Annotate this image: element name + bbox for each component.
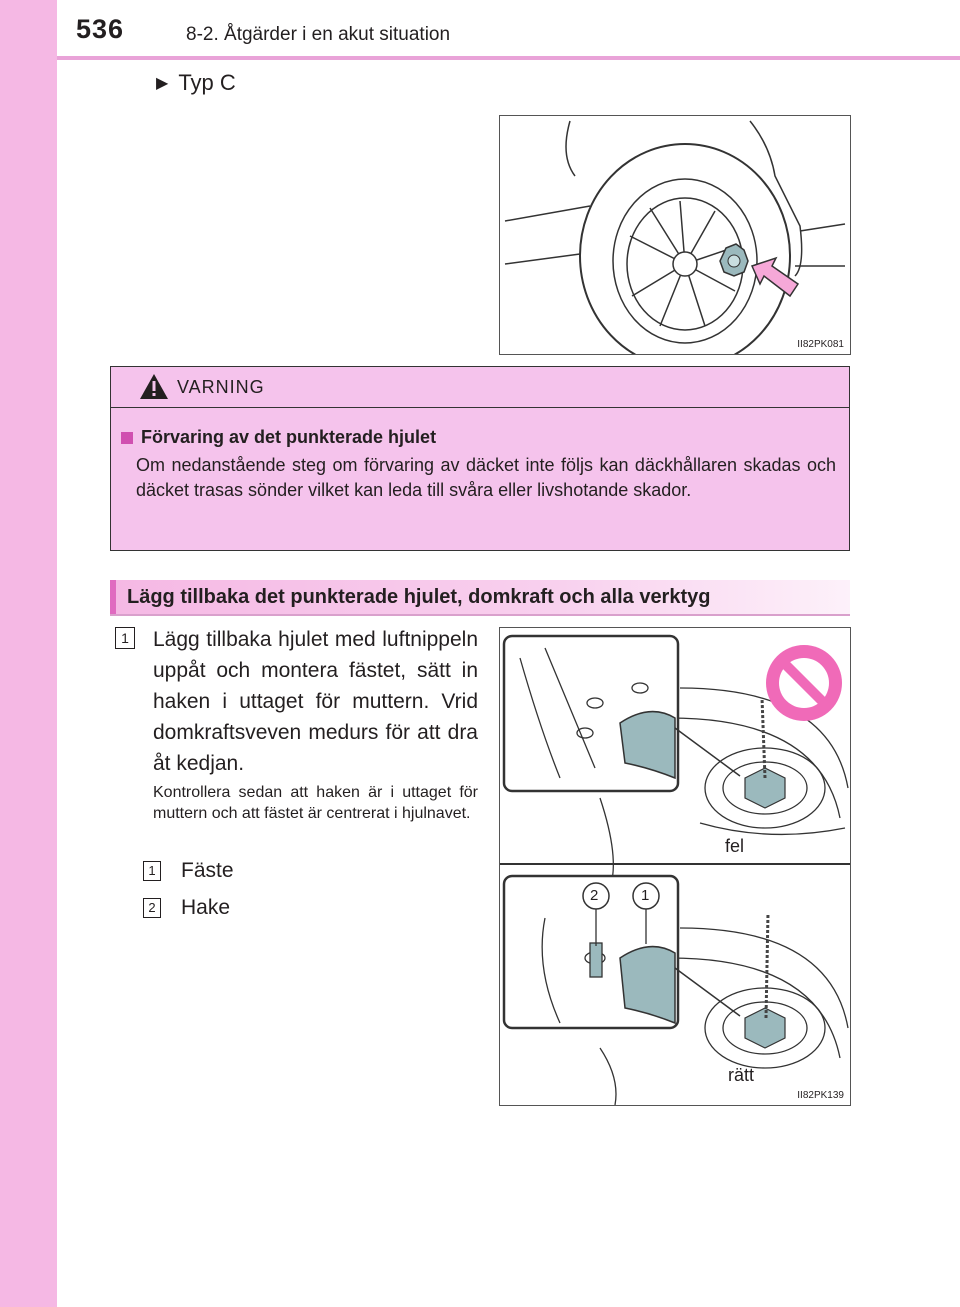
wheel-illustration bbox=[500, 116, 850, 354]
right-label: rätt bbox=[728, 1065, 755, 1085]
figure-code: II82PK081 bbox=[797, 339, 844, 350]
side-strip bbox=[0, 0, 57, 1307]
hook-illustration bbox=[500, 628, 850, 1105]
warning-box bbox=[110, 366, 850, 551]
square-bullet-icon bbox=[121, 432, 133, 444]
warning-title: VARNING bbox=[177, 377, 265, 397]
callout-1-label: 1 bbox=[641, 887, 650, 904]
wheel-lock-figure bbox=[499, 115, 851, 355]
section-path: 8-2. Åtgärder i en akut situation bbox=[186, 24, 451, 45]
legend-number: 1 bbox=[143, 861, 161, 881]
legend-label: Fäste bbox=[181, 859, 234, 882]
legend-item bbox=[143, 896, 230, 920]
warning-icon bbox=[139, 373, 169, 400]
header-rule bbox=[57, 56, 960, 60]
section-title: Lägg tillbaka det punkterade hjulet, domkraft och alla verktyg bbox=[127, 586, 711, 608]
step-number-badge: 1 bbox=[115, 627, 135, 649]
warning-body: Om nedanstående steg om förvaring av däcket inte följs kan däckhållaren skadas och däcket trasas sönder vilket kan leda till svåra eller livshotande skador. bbox=[136, 455, 836, 500]
step-text: Lägg tillbaka hjulet med luftnippeln uppåt och montera fästet, sätt in haken i uttaget för muttern. Vrid domkraftsveven medurs för att dra åt kedjan. bbox=[153, 628, 478, 775]
section-heading bbox=[110, 580, 850, 616]
lock-nut-icon bbox=[720, 244, 748, 276]
legend-label: Hake bbox=[181, 896, 231, 919]
legend-number: 2 bbox=[143, 898, 161, 918]
legend-item bbox=[143, 859, 234, 883]
callout-2-label: 2 bbox=[590, 887, 599, 904]
type-heading-label: Typ C bbox=[178, 70, 236, 95]
warning-subheading-text: Förvaring av det punkterade hjulet bbox=[141, 427, 437, 447]
warning-subheading bbox=[121, 427, 436, 448]
page-number: 536 bbox=[76, 14, 125, 44]
step-note: Kontrollera sedan att haken är i uttaget för muttern och att fästet är centrerat i hjulnavet. bbox=[153, 784, 478, 822]
wrong-label: fel bbox=[725, 836, 745, 856]
triangle-bullet-icon: ▶ bbox=[156, 75, 169, 92]
prohibited-icon bbox=[766, 645, 842, 721]
pointer-arrow-icon bbox=[752, 258, 798, 296]
warning-header bbox=[111, 367, 849, 408]
type-heading bbox=[156, 70, 236, 96]
spare-tire-hook-figure bbox=[499, 627, 851, 1106]
section-accent bbox=[110, 580, 116, 614]
figure-code: II82PK139 bbox=[797, 1090, 844, 1101]
